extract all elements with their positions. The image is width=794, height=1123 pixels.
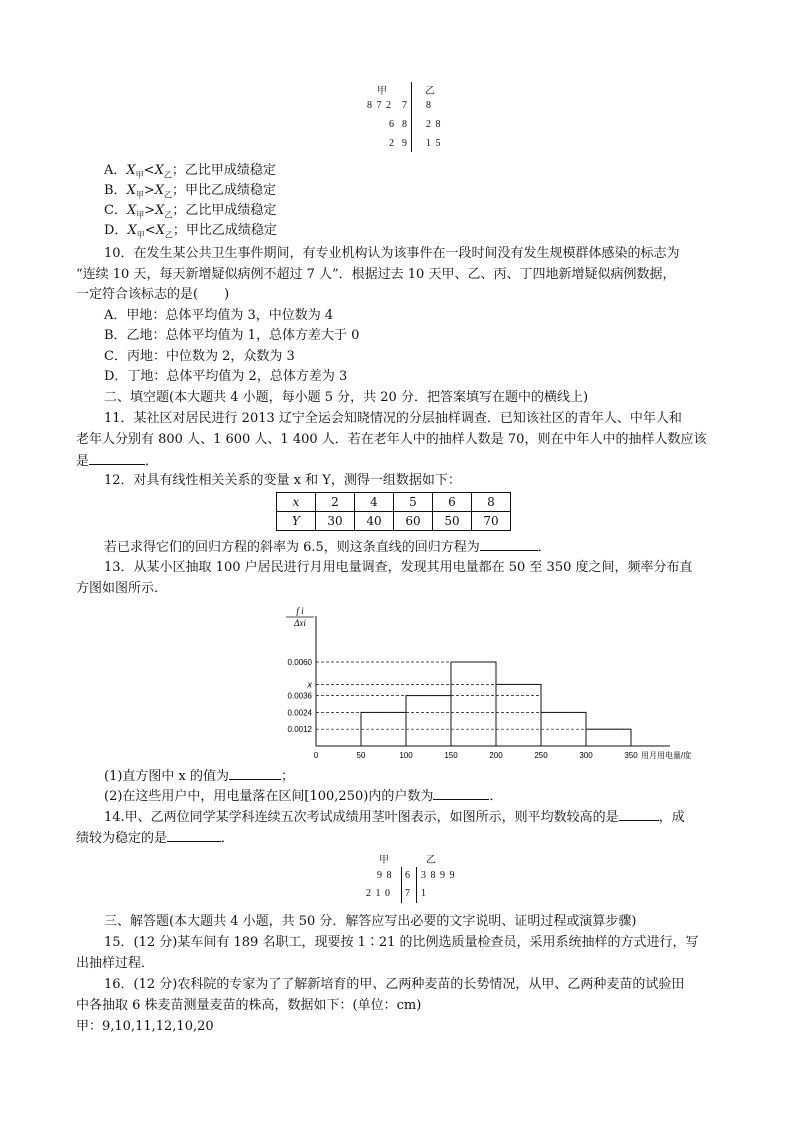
stem1-stem: 9	[402, 138, 408, 149]
x-tick-label: 150	[444, 751, 458, 760]
y-axis-label-top: f i	[296, 606, 304, 616]
answer-blank	[89, 452, 145, 465]
section-3-heading: 三、解答题(本大题共 4 小题，共 50 分．解答应写出必要的文字说明、证明过程或演算步骤)	[104, 914, 637, 929]
y-axis-label-bottom: Δxi	[294, 618, 306, 628]
q16-line-2: 中各抽取 6 株麦苗测量麦苗的株高，数据如下：(单位：cm)	[76, 998, 422, 1013]
q10-line-1: 10．在发生某公共卫生事件期间，有专业机构认为该事件在一段时间没有发生规模群体感染的标志为	[104, 246, 680, 261]
frequency-histogram	[274, 604, 692, 764]
q13-part-1: (1)直方图中 x 的值为 ；	[104, 769, 295, 784]
answer-blank	[167, 829, 221, 842]
q10-line-3: 一定符合该标志的是( )	[76, 287, 230, 302]
stem1-right: 1 5	[426, 138, 442, 149]
q10-option-b: B．乙地：总体平均值为 1，总体方差大于 0	[104, 328, 360, 343]
stem2-stem: 7	[405, 888, 411, 899]
q9-option-b: B．$X_甲>X_乙$；甲比乙成绩稳定	[104, 183, 277, 200]
histogram-bar	[586, 729, 631, 746]
q13-line-2: 方图如图所示．	[76, 581, 168, 596]
q11-line-3: 是 ．	[76, 454, 159, 469]
y-tick-label: 0.0036	[287, 691, 312, 701]
x-tick-label: 200	[489, 751, 503, 760]
stem2-head-right: 乙	[426, 855, 437, 866]
stem1-head-right: 乙	[425, 86, 436, 97]
answer-blank	[433, 787, 489, 800]
x-tick-label: 50	[356, 751, 366, 760]
stem1-left: 6	[389, 119, 395, 130]
q11-line-1: 11．某社区对居民进行 2013 辽宁全运会知晓情况的分层抽样调查．已知该社区的青年人、中年人和	[104, 411, 682, 426]
x-tick-label: 100	[399, 751, 413, 760]
q9-option-a: A．$X_甲<X_乙$；乙比甲成绩稳定	[104, 163, 276, 180]
q11-line-2: 老年人分别有 800 人、1 600 人、1 400 人．若在老年人中的抽样人数是 70，则在中年人中的抽样人数应该	[76, 432, 707, 447]
q9-option-d: D．$X_甲<X_乙$；甲比乙成绩稳定	[104, 223, 277, 240]
stem2-stem: 6	[405, 870, 411, 881]
stem2-divider-1	[401, 867, 402, 903]
table-row-x: x 2 4 5 6 8	[277, 493, 511, 512]
stem1-right: 8	[426, 100, 432, 111]
y-tick-label: 0.0024	[287, 708, 312, 718]
stem1-right: 2 8	[426, 119, 442, 130]
x-tick-label: 0	[313, 751, 319, 760]
stem1-divider	[411, 82, 412, 152]
stem1-stem: 8	[402, 119, 408, 130]
stem1-stem: 7	[402, 100, 408, 111]
stem2-left: 9 8	[377, 870, 393, 881]
table-row-y: Y 30 40 60 50 70	[277, 512, 511, 531]
y-tick-label: 0.0012	[287, 725, 312, 735]
answer-blank	[480, 538, 538, 551]
stem2-divider-2	[416, 867, 417, 903]
stem1-left: 8 7 2	[367, 100, 392, 111]
q12-after: 若已求得它们的回归方程的斜率为 6.5，则这条直线的回归方程为 ．	[104, 540, 551, 555]
q10-option-c: C．丙地：中位数为 2，众数为 3	[104, 349, 295, 364]
stem1-head-left: 甲	[377, 86, 388, 97]
x-axis-label: 用月用电量/度	[641, 751, 692, 760]
histogram-bar	[406, 696, 451, 746]
histogram-bar	[496, 684, 541, 746]
q10-option-d: D．丁地：总体平均值为 2，总体方差为 3	[104, 369, 348, 384]
q13-line-1: 13．从某小区抽取 100 户居民进行月用电量调查，发现其用电量都在 50 至 350 度之间，频率分布直	[104, 560, 693, 575]
q14-line-1: 14.甲、乙两位同学某学科连续五次考试成绩用茎叶图表示，如图所示，则平均数较高的是 ，成	[104, 810, 685, 825]
histogram-bar	[451, 662, 496, 746]
x-tick-label: 350	[624, 751, 638, 760]
q16-line-1: 16．(12 分)农科院的专家为了了解新培育的甲、乙两种麦苗的长势情况，从甲、乙两种麦苗的试验田	[104, 977, 685, 992]
x-tick-label: 250	[534, 751, 548, 760]
q9-option-c: C．$X_甲>X_乙$；乙比甲成绩稳定	[104, 203, 277, 220]
stem2-left: 2 1 0	[366, 888, 391, 899]
y-tick-label: 0.0060	[287, 658, 312, 667]
q15-line-2: 出抽样过程．	[76, 956, 155, 971]
section-2-heading: 二、填空题(本大题共 4 小题，每小题 5 分，共 20 分．把答案填写在题中的横线上)	[104, 390, 589, 405]
q10-line-2: “连续 10 天，每天新增疑似病例不超过 7 人”．根据过去 10 天甲、乙、丙、丁四地新增疑似病例数据，	[76, 267, 676, 282]
q13-part-2: (2)在这些用户中，用电量落在区间[100,250)内的户数为 ．	[104, 789, 503, 804]
q10-option-a: A．甲地：总体平均值为 3，中位数为 4	[104, 308, 334, 323]
answer-blank	[229, 767, 281, 780]
q14-line-2: 绩较为稳定的是 ．	[76, 831, 235, 846]
stem2-right: 3 8 9 9	[421, 870, 456, 881]
q16-line-3: 甲：9,10,11,12,10,20	[76, 1019, 214, 1034]
x-tick-label: 300	[579, 751, 593, 760]
q15-line-1: 15．(12 分)某车间有 189 名职工，现要按 1∶21 的比例选质量检查员，采用系统抽样的方式进行，写	[104, 935, 699, 950]
stem2-head-left: 甲	[379, 855, 390, 866]
answer-blank	[619, 808, 659, 821]
y-tick-label: x	[307, 679, 312, 690]
q12-intro: 12．对具有线性相关关系的变量 x 和 Y，测得一组数据如下：	[104, 473, 461, 488]
q12-data-table	[276, 492, 511, 531]
stem2-right: 1	[421, 888, 427, 899]
stem1-left: 2	[389, 138, 395, 149]
